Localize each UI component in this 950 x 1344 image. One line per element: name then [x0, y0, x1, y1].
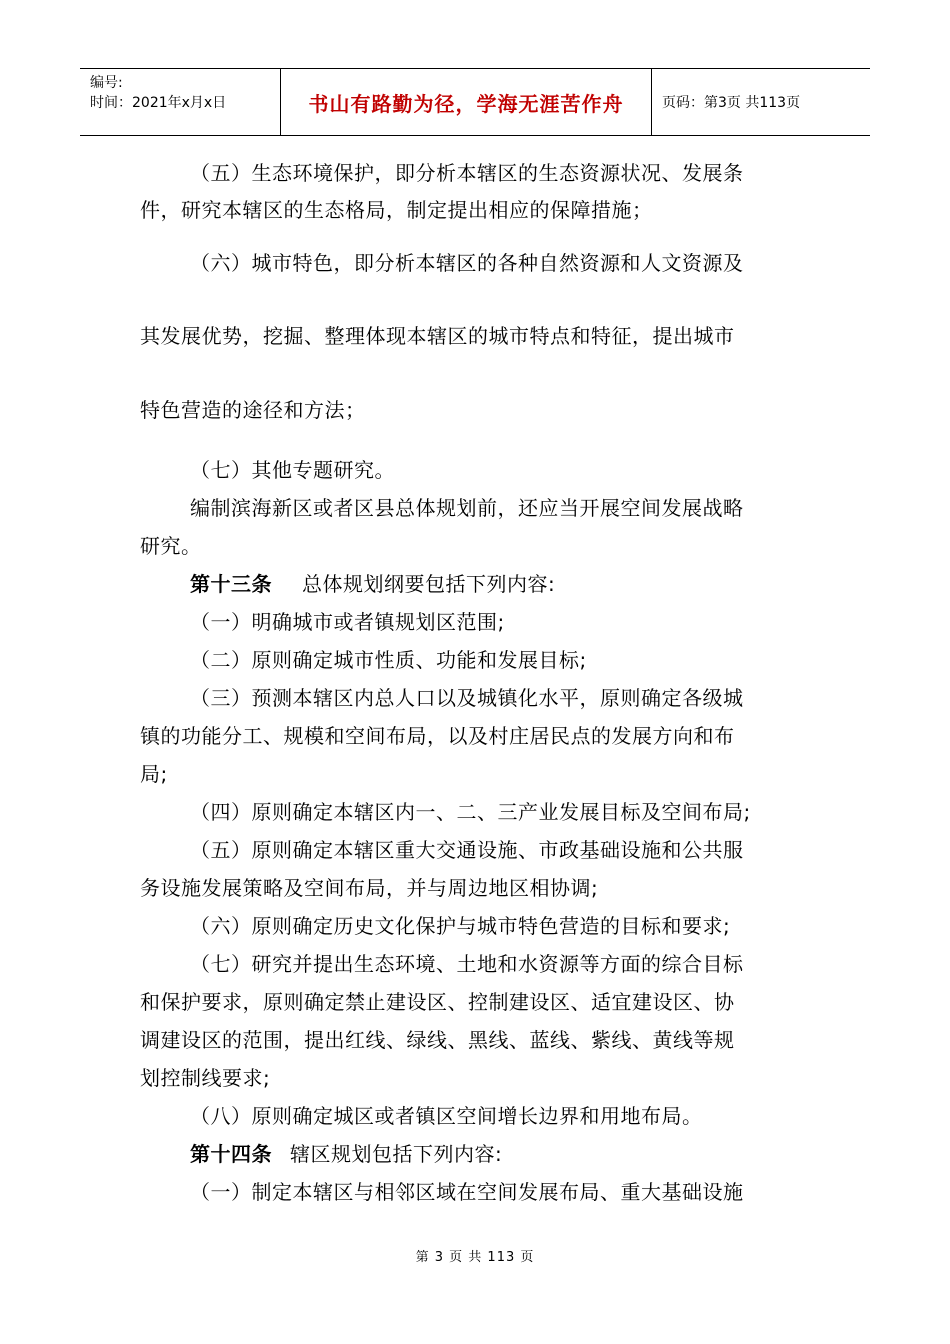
paragraph-line: （二）原则确定城市性质、功能和发展目标; — [190, 648, 587, 672]
number-label: 编号: — [90, 75, 123, 91]
paragraph-line: （七）研究并提出生态环境、土地和水资源等方面的综合目标 — [190, 952, 744, 976]
header-meta — [80, 69, 280, 135]
paragraph-line: 局; — [140, 762, 168, 786]
article-14-heading: 第十四条 — [190, 1142, 272, 1166]
paragraph-line: （三）预测本辖区内总人口以及城镇化水平，原则确定各级城 — [190, 686, 744, 710]
paragraph-line: 特色营造的途径和方法； — [140, 398, 366, 422]
article-13-text: 总体规划纲要包括下列内容: — [302, 572, 556, 596]
paragraph-line: （五）生态环境保护，即分析本辖区的生态资源状况、发展条 — [190, 161, 744, 185]
paragraph-line: （六）城市特色，即分析本辖区的各种自然资源和人文资源及 — [190, 251, 744, 275]
time-label: 时间：2021年x月x日 — [90, 95, 227, 111]
paragraph-line: 编制滨海新区或者区县总体规划前，还应当开展空间发展战略 — [190, 496, 744, 520]
paragraph-line: 研究。 — [140, 534, 202, 558]
article-13-line — [190, 571, 555, 597]
paragraph-line: 务设施发展策略及空间布局，并与周边地区相协调; — [140, 876, 599, 900]
paragraph-line: （五）原则确定本辖区重大交通设施、市政基础设施和公共服 — [190, 838, 744, 862]
paragraph-line: 和保护要求，原则确定禁止建设区、控制建设区、适宜建设区、协 — [140, 990, 735, 1014]
header-page-info: 页码：第3页 共113页 — [662, 95, 801, 111]
paragraph-line: 调建设区的范围，提出红线、绿线、黑线、蓝线、紫线、黄线等规 — [140, 1028, 735, 1052]
paragraph-line: 镇的功能分工、规模和空间布局，以及村庄居民点的发展方向和布 — [140, 724, 735, 748]
paragraph-line: 件，研究本辖区的生态格局，制定提出相应的保障措施； — [140, 198, 653, 222]
paragraph-line: （一）制定本辖区与相邻区域在空间发展布局、重大基础设施 — [190, 1180, 744, 1204]
article-14-line — [190, 1141, 502, 1167]
paragraph-line: 其发展优势，挖掘、整理体现本辖区的城市特点和特征，提出城市 — [140, 324, 735, 348]
paragraph-line: （一）明确城市或者镇规划区范围; — [190, 610, 505, 634]
paragraph-line: （四）原则确定本辖区内一、二、三产业发展目标及空间布局; — [190, 800, 751, 824]
paragraph-line: （七）其他专题研究。 — [190, 458, 395, 482]
article-13-heading: 第十三条 — [190, 572, 272, 596]
article-14-text: 辖区规划包括下列内容: — [290, 1142, 503, 1166]
document-header — [80, 68, 870, 136]
paragraph-line: （八）原则确定城区或者镇区空间增长边界和用地布局。 — [190, 1104, 703, 1128]
paragraph-line: 划控制线要求; — [140, 1066, 271, 1090]
header-motto: 书山有路勤为径，学海无涯苦作舟 — [280, 69, 652, 135]
page-footer: 第 3 页 共 113 页 — [415, 1250, 535, 1265]
paragraph-line: （六）原则确定历史文化保护与城市特色营造的目标和要求; — [190, 914, 731, 938]
